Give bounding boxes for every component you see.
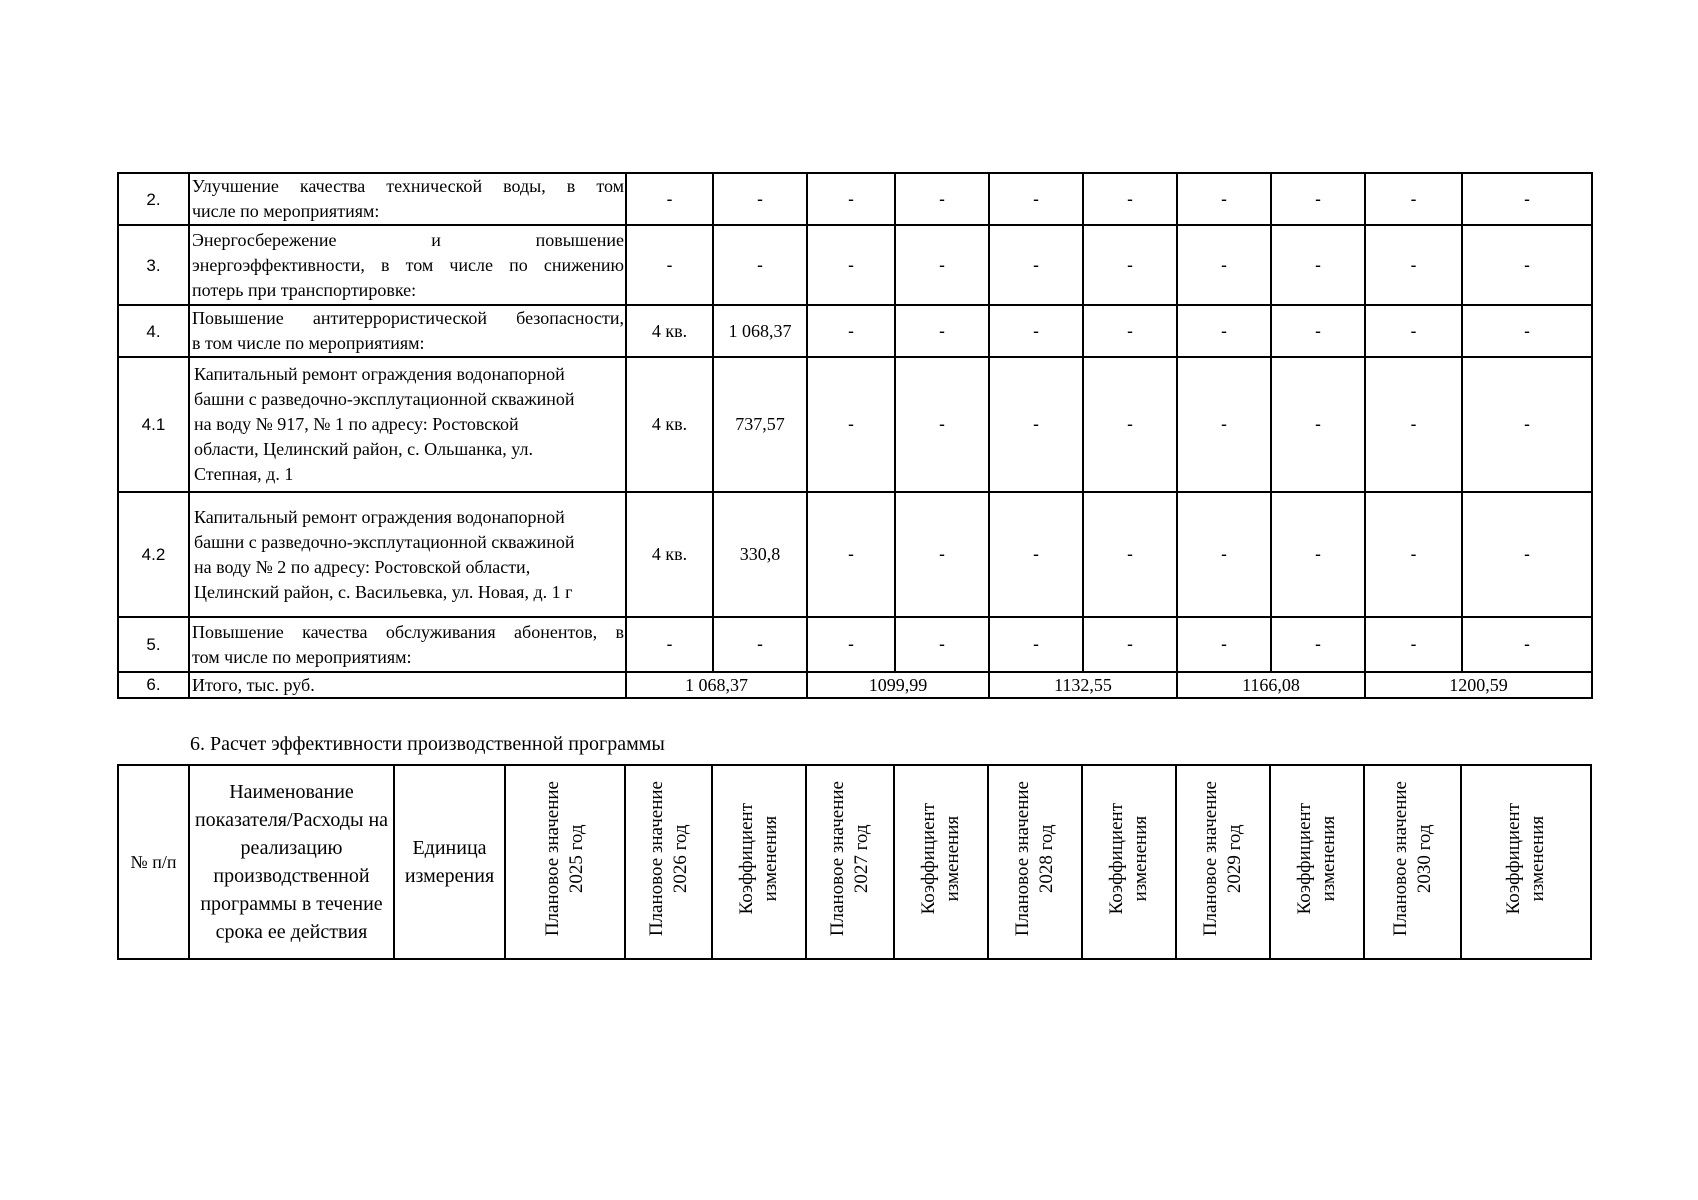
efficiency-table bbox=[117, 764, 1592, 960]
row-number: 4. bbox=[118, 305, 189, 357]
value-cell: - bbox=[1271, 492, 1365, 617]
value-cell: - bbox=[1177, 617, 1271, 672]
measure-name-line: Целинский район, с. Васильевка, ул. Новая, д. 1 г bbox=[194, 581, 573, 602]
value-cell: - bbox=[1177, 305, 1271, 357]
header-label: Коэффициент изменения bbox=[1106, 802, 1151, 915]
value-cell: - bbox=[1365, 492, 1462, 617]
row-number: 4.2 bbox=[118, 492, 189, 617]
value-cell: - bbox=[1083, 305, 1177, 357]
header-label: Плановое значение 2028 год bbox=[1012, 780, 1057, 937]
header-coef-2030 bbox=[1461, 765, 1591, 959]
row-number: 3. bbox=[118, 225, 189, 305]
header-label: Плановое значение 2029 год bbox=[1200, 780, 1245, 937]
value-cell: - bbox=[807, 617, 895, 672]
value-cell: - bbox=[807, 225, 895, 305]
header-label: Коэффициент изменения bbox=[918, 802, 963, 915]
header-plan-2025 bbox=[505, 765, 625, 959]
measure-name bbox=[189, 225, 626, 305]
measure-name-line: Степная, д. 1 bbox=[194, 464, 294, 484]
value-cell: - bbox=[1271, 225, 1365, 305]
value-cell: - bbox=[1271, 617, 1365, 672]
period-cell: - bbox=[626, 225, 713, 305]
measure-name-line: том числе по мероприятиям: bbox=[192, 646, 412, 667]
value-cell: - bbox=[895, 357, 989, 492]
header-unit: Единица измерения bbox=[394, 765, 505, 959]
table-row bbox=[118, 617, 1592, 672]
measure-name bbox=[189, 173, 626, 225]
row-number: 5. bbox=[118, 617, 189, 672]
value-cell: - bbox=[1365, 357, 1462, 492]
value-cell: - bbox=[989, 225, 1083, 305]
header-coef-2026 bbox=[712, 765, 806, 959]
value-cell: - bbox=[1083, 173, 1177, 225]
header-label: Плановое значение 2027 год bbox=[827, 780, 872, 937]
header-indicator-name: Наименование показателя/Расходы на реализацию производственной программы в течение срока ее действия bbox=[189, 765, 394, 959]
value-cell: - bbox=[1462, 492, 1592, 617]
value-cell: - bbox=[895, 173, 989, 225]
value-cell: - bbox=[1462, 225, 1592, 305]
measure-name-line: Энергосбережение и повышение bbox=[192, 229, 624, 250]
period-cell: 4 кв. bbox=[626, 305, 713, 357]
section-caption: 6. Расчет эффективности производственной программы bbox=[190, 733, 665, 755]
measure-name-line: на воду № 2 по адресу: Ростовской области, bbox=[194, 556, 531, 577]
header-label: Коэффициент изменения bbox=[736, 802, 781, 915]
value-cell: - bbox=[989, 492, 1083, 617]
value-cell: - bbox=[807, 357, 895, 492]
amount-cell: 737,57 bbox=[713, 357, 807, 492]
measure-name bbox=[189, 492, 626, 617]
measure-name bbox=[189, 305, 626, 357]
value-cell: - bbox=[1083, 492, 1177, 617]
header-label: Плановое значение 2025 год bbox=[542, 780, 587, 937]
table-row bbox=[118, 225, 1592, 305]
value-cell: - bbox=[807, 173, 895, 225]
header-plan-2026 bbox=[625, 765, 712, 959]
amount-cell: 1 068,37 bbox=[713, 305, 807, 357]
header-plan-2027 bbox=[806, 765, 894, 959]
header-plan-2030 bbox=[1364, 765, 1461, 959]
value-cell: - bbox=[989, 173, 1083, 225]
measure-name bbox=[189, 357, 626, 492]
header-plan-2028 bbox=[988, 765, 1082, 959]
table-row bbox=[118, 492, 1592, 617]
header-label: Плановое значение 2030 год bbox=[1389, 780, 1435, 937]
value-cell: - bbox=[1177, 173, 1271, 225]
header-coef-2029 bbox=[1270, 765, 1364, 959]
value-cell: - bbox=[1271, 305, 1365, 357]
header-coef-2027 bbox=[894, 765, 988, 959]
header-plan-2029 bbox=[1176, 765, 1270, 959]
value-cell: - bbox=[1083, 225, 1177, 305]
value-cell: - bbox=[895, 305, 989, 357]
measure-name-line: Повышение качества обслуживания абонентов, в bbox=[192, 621, 624, 642]
value-cell: - bbox=[989, 357, 1083, 492]
value-cell: - bbox=[1271, 357, 1365, 492]
total-value: 1166,08 bbox=[1177, 672, 1365, 698]
measure-name-line: башни с разведочно-эксплутационной скважиной bbox=[194, 531, 575, 552]
total-value: 1132,55 bbox=[989, 672, 1177, 698]
amount-cell: - bbox=[713, 617, 807, 672]
value-cell: - bbox=[1365, 617, 1462, 672]
period-cell: 4 кв. bbox=[626, 492, 713, 617]
total-value: 1099,99 bbox=[807, 672, 989, 698]
period-cell: 4 кв. bbox=[626, 357, 713, 492]
table-row bbox=[118, 173, 1592, 225]
value-cell: - bbox=[1083, 617, 1177, 672]
total-row bbox=[118, 672, 1592, 698]
header-coef-2028 bbox=[1082, 765, 1176, 959]
value-cell: - bbox=[895, 617, 989, 672]
value-cell: - bbox=[989, 305, 1083, 357]
measure-name-line: Капитальный ремонт ограждения водонапорной bbox=[194, 364, 565, 384]
header-number: № п/п bbox=[118, 765, 189, 959]
amount-cell: 330,8 bbox=[713, 492, 807, 617]
measure-name bbox=[189, 617, 626, 672]
value-cell: - bbox=[895, 225, 989, 305]
period-cell: - bbox=[626, 617, 713, 672]
measure-name-line: потерь при транспортировке: bbox=[192, 279, 417, 300]
measure-name-line: на воду № 917, № 1 по адресу: Ростовской bbox=[194, 414, 519, 434]
measure-name-line: числе по мероприятиям: bbox=[192, 201, 380, 221]
value-cell: - bbox=[1462, 357, 1592, 492]
row-number: 6. bbox=[118, 672, 189, 698]
row-number: 4.1 bbox=[118, 357, 189, 492]
value-cell: - bbox=[1083, 357, 1177, 492]
value-cell: - bbox=[1462, 617, 1592, 672]
table-row bbox=[118, 305, 1592, 357]
measure-name-line: Повышение антитеррористической безопасности, bbox=[192, 308, 624, 328]
total-value: 1200,59 bbox=[1365, 672, 1592, 698]
measure-name-line: области, Целинский район, с. Ольшанка, ул. bbox=[194, 439, 533, 459]
measures-table-body bbox=[118, 173, 1592, 698]
value-cell: - bbox=[1365, 225, 1462, 305]
total-value: 1 068,37 bbox=[626, 672, 807, 698]
amount-cell: - bbox=[713, 225, 807, 305]
table-row bbox=[118, 357, 1592, 492]
measure-name-line: башни с разведочно-эксплутационной скважиной bbox=[194, 389, 575, 409]
amount-cell: - bbox=[713, 173, 807, 225]
total-label: Итого, тыс. руб. bbox=[189, 672, 626, 698]
header-label: Коэффициент изменения bbox=[1503, 802, 1548, 915]
value-cell: - bbox=[1177, 357, 1271, 492]
period-cell: - bbox=[626, 173, 713, 225]
header-label: Коэффициент изменения bbox=[1294, 802, 1339, 915]
measure-name-line: энергоэффективности, в том числе по снижению bbox=[192, 254, 624, 275]
value-cell: - bbox=[1271, 173, 1365, 225]
measure-name-line: Улучшение качества технической воды, в том bbox=[192, 176, 624, 196]
value-cell: - bbox=[1177, 492, 1271, 617]
value-cell: - bbox=[1365, 173, 1462, 225]
row-number: 2. bbox=[118, 173, 189, 225]
header-label: Плановое значение 2026 год bbox=[645, 780, 691, 937]
value-cell: - bbox=[895, 492, 989, 617]
value-cell: - bbox=[1462, 173, 1592, 225]
measures-table bbox=[117, 172, 1593, 699]
value-cell: - bbox=[989, 617, 1083, 672]
value-cell: - bbox=[807, 305, 895, 357]
value-cell: - bbox=[807, 492, 895, 617]
measure-name-line: Капитальный ремонт ограждения водонапорной bbox=[194, 506, 565, 527]
measure-name-line: в том числе по мероприятиям: bbox=[192, 333, 425, 353]
efficiency-header-row bbox=[118, 765, 1591, 959]
value-cell: - bbox=[1177, 225, 1271, 305]
value-cell: - bbox=[1365, 305, 1462, 357]
value-cell: - bbox=[1462, 305, 1592, 357]
